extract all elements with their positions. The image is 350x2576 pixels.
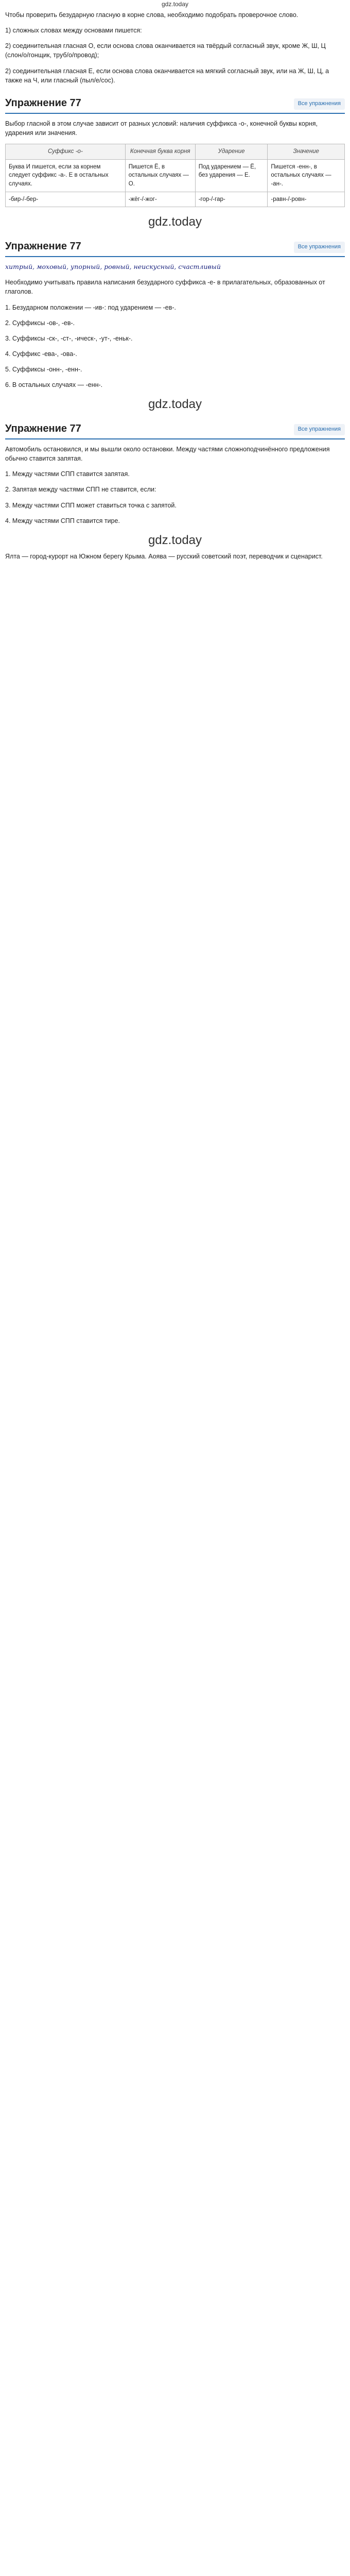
- section-1-body: [0, 119, 350, 138]
- exercise-header-2: [5, 234, 345, 257]
- exercise-title-2: Упражнение 77: [5, 241, 81, 252]
- list-item: 4. Суффикс -ева-, -ова-.: [5, 350, 77, 358]
- list-item: 2. Суффиксы -ов-, -ев-.: [5, 319, 75, 327]
- intro-paragraph-4: 2) соединительная гласная Е, если основа слова оканчивается на мягкий согласный звук, или на Ж, Ш, Ц, а также на Ч, или гласный (пыл/е/сос).: [5, 67, 329, 84]
- table-cell: -жёг-/-жог-: [125, 192, 195, 207]
- watermark: gdz.today: [148, 397, 202, 412]
- table-cell: Пишется -енн-, в остальных случаях — -ан-.: [268, 159, 345, 192]
- list-item: 1. Безударном положении — -ив-: под ударением — -ев-.: [5, 303, 177, 311]
- list-item: 6. В остальных случаях — -енн-.: [5, 381, 103, 389]
- all-exercises-link-3[interactable]: Все упражнения: [294, 424, 345, 435]
- section-3-point: 4. Между частями СПП ставится тире.: [5, 517, 120, 524]
- watermark: gdz.today: [148, 215, 202, 229]
- exercise-title-3: Упражнение 77: [5, 423, 81, 435]
- section-2-text: Необходимо учитывать правила написания безударного суффикса -е- в прилагательных, образованных от глаголов.: [5, 279, 325, 296]
- table-header: Ударение: [195, 144, 268, 160]
- exercise-header-1: [5, 91, 345, 114]
- spelling-table: [5, 144, 345, 207]
- section-3-point: 1. Между частями СПП ставится запятая.: [5, 470, 130, 478]
- table-cell: -бир-/-бер-: [6, 192, 126, 207]
- footer-block: [0, 552, 350, 561]
- table-cell: Буква И пишется, если за корнем следует суффикс -а-. Е в остальных случаях.: [6, 159, 126, 192]
- table-header: Конечная буква корня: [125, 144, 195, 160]
- table-cell: Пишется Ё, в остальных случаях — О.: [125, 159, 195, 192]
- table-cell: -гор-/-гар-: [195, 192, 268, 207]
- table-header: Суффикс -о-: [6, 144, 126, 160]
- section-2-body: [0, 262, 350, 389]
- table-header: Значение: [268, 144, 345, 160]
- all-exercises-link-1[interactable]: Все упражнения: [294, 98, 345, 110]
- table-cell: -равн-/-ровн-: [268, 192, 345, 207]
- exercise-title-1: Упражнение 77: [5, 97, 81, 109]
- intro-block: [0, 10, 350, 85]
- exercise-header-3: [5, 417, 345, 439]
- section-3-point: 2. Запятая между частями СПП не ставится, если:: [5, 486, 156, 494]
- intro-paragraph-1: Чтобы проверить безударную гласную в корне слова, необходимо подобрать проверочное слово.: [5, 11, 299, 19]
- watermark: gdz.today: [148, 533, 202, 547]
- list-item: 5. Суффиксы -онн-, -енн-.: [5, 366, 82, 374]
- section-3-body: [0, 445, 350, 526]
- intro-paragraph-3: 2) соединительная гласная О, если основа слова оканчивается на твёрдый согласный звук, кроме Ж, Ш, Ц (слон/о/гонщик, труб/о/провод);: [5, 42, 326, 59]
- list-item: 3. Суффиксы -ск-, -ст-, -ическ-, -ут-, -еньк-.: [5, 334, 133, 342]
- section-3-text: Автомобиль остановился, и мы вышли около остановки. Между частями сложноподчинённого предложения обычно ставится запятая.: [5, 446, 330, 463]
- section-3-point: 3. Между частями СПП может ставиться точка с запятой.: [5, 501, 177, 509]
- intro-paragraph-2: 1) сложных словах между основами пишется:: [5, 27, 142, 35]
- footer-text: Ялта — город-курорт на Южном берегу Крыма. Аоява — русский советский поэт, переводчик и сценарист.: [5, 552, 323, 560]
- table-cell: Под ударением — Ё, без ударения — Е.: [195, 159, 268, 192]
- section-1-text: Выбор гласной в этом случае зависит от разных условий: наличия суффикса -о-, конечной буквы корня, ударения или значения.: [5, 120, 318, 137]
- all-exercises-link-2[interactable]: Все упражнения: [294, 242, 345, 253]
- section-2-words: хитрый, моховый, упорный, ровный, неискусный, счастливый: [5, 263, 221, 271]
- site-header[interactable]: gdz.today: [161, 1, 189, 8]
